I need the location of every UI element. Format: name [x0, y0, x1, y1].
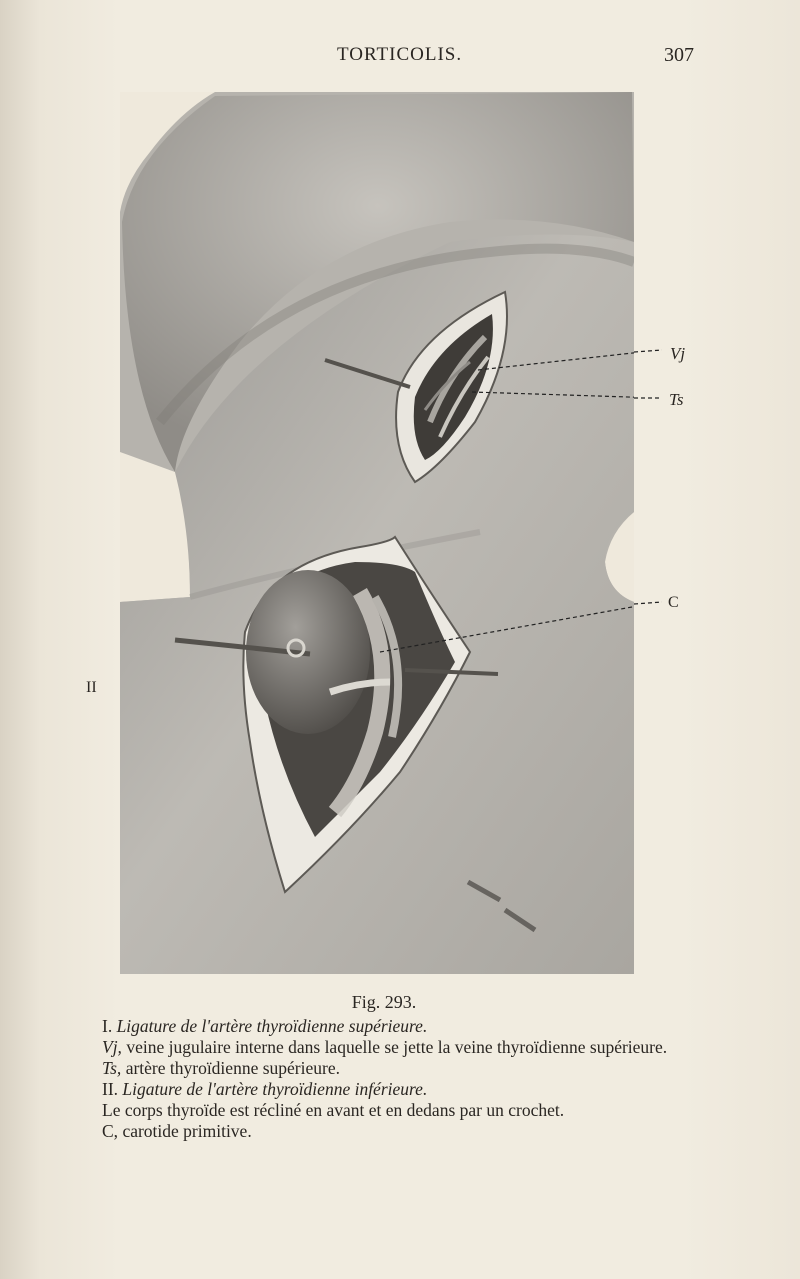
caption-line-1-text: Ligature de l'artère thyroïdienne supérieure. [116, 1016, 428, 1036]
caption-line-6-abbr: C, [102, 1121, 119, 1141]
caption-line-2-text: veine jugulaire interne dans laquelle se jette la veine thyroïdienne supérieure. [126, 1037, 668, 1057]
caption-line-6-text: carotide primitive. [122, 1121, 252, 1141]
leader-extensions [634, 330, 664, 620]
caption-line-1 [80, 1016, 688, 1037]
caption-line-2 [80, 1037, 688, 1058]
caption-line-4-text: Ligature de l'artère thyroïdienne inférieure. [122, 1079, 428, 1099]
running-header [0, 44, 800, 74]
figure-caption [80, 992, 688, 1142]
label-roman-two: II [86, 679, 97, 696]
caption-line-5: Le corps thyroïde est récliné en avant et en dedans par un crochet. [102, 1100, 565, 1120]
caption-line-3-abbr: Ts, [102, 1058, 122, 1078]
caption-line-1-num: I. [102, 1016, 113, 1036]
caption-line-2-abbr: Vj, [102, 1037, 122, 1057]
fig-title: Fig. 293. [351, 992, 417, 1012]
neck-dissection-illustration [120, 92, 634, 974]
running-title: TORTICOLIS. [337, 44, 463, 65]
anatomical-plate [120, 92, 634, 974]
page-number: 307 [664, 44, 694, 66]
caption-line-3 [80, 1058, 688, 1079]
label-ts: Ts [669, 390, 684, 409]
caption-line-3-text: artère thyroïdienne supérieure. [125, 1058, 340, 1078]
caption-line-6 [80, 1121, 688, 1142]
caption-line-4 [80, 1079, 688, 1100]
label-vj: Vj [670, 344, 686, 363]
label-c: C [668, 594, 679, 611]
caption-line-4-num: II. [102, 1079, 119, 1099]
